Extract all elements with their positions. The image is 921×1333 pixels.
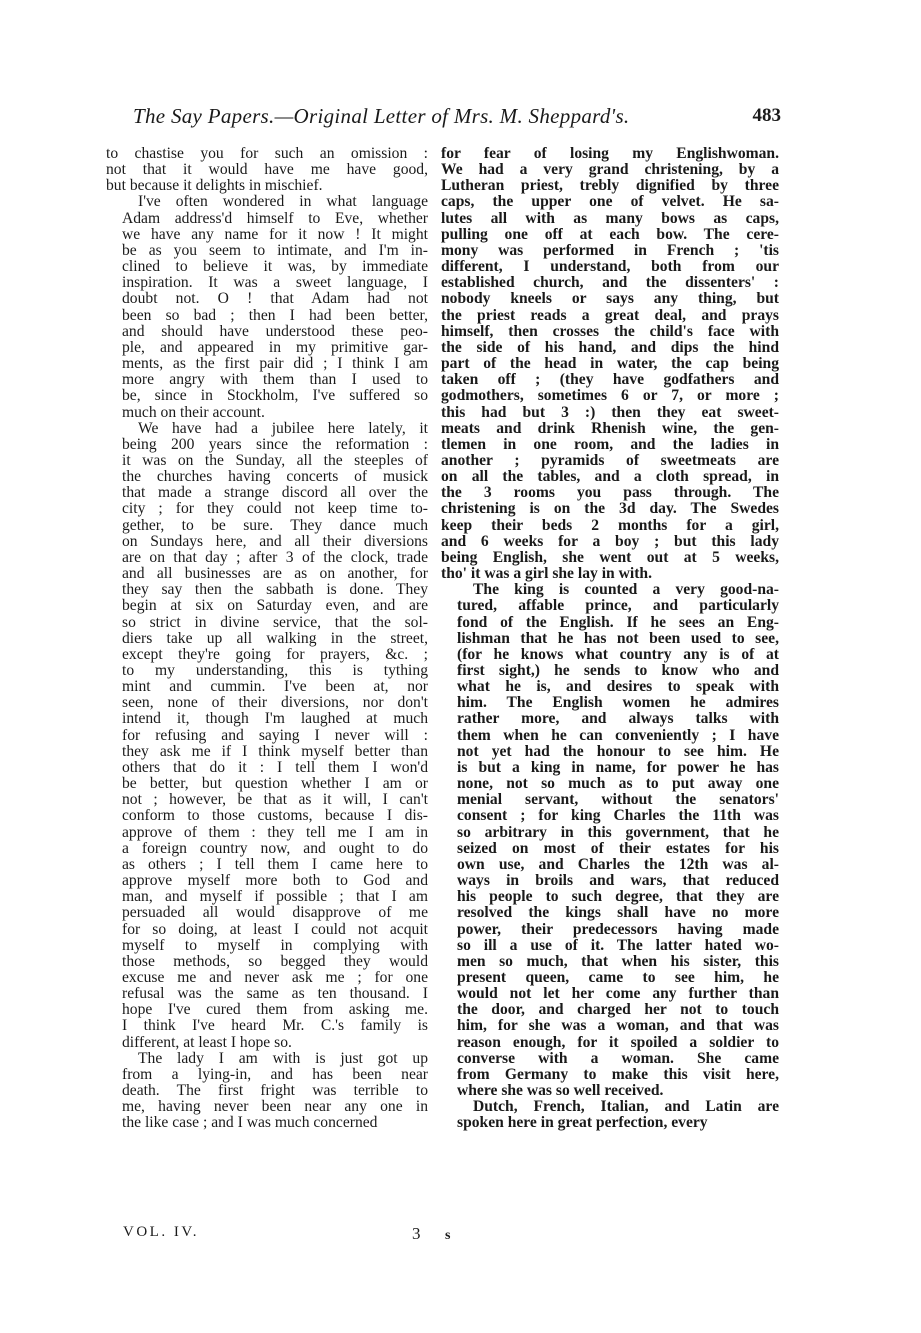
paragraph [106,146,428,194]
text-line: approve myself more both to God and [122,872,428,890]
text-line: for so doing, at least I could not acquit [122,920,428,938]
text-line: first sight,) he sends to know who and [457,662,779,679]
text-line: a foreign country now, and ought to do [122,839,428,857]
paragraph [441,1099,779,1131]
text-line: lutes all with as many bows as caps, [441,209,779,227]
text-line: Lutheran priest, trebly dignified by three [441,177,779,195]
signature-number: 3 [412,1224,421,1243]
paragraph [441,146,779,582]
text-line: taken off ; (they have godfathers and [441,371,779,389]
text-line: another ; pyramids of sweetmeats are [441,451,779,469]
left-column [106,146,428,1132]
text-line: is but a king in name, for power he has [457,758,779,776]
text-line: rather more, and always talks with [457,710,779,728]
text-line: ments, as the first pair did ; I think I am [122,355,428,373]
text-line: intend it, though I'm laughed at much [122,710,428,728]
text-line: and all businesses are as on another, for [122,565,428,583]
text-line: We have had a jubilee here lately, it [138,419,428,437]
text-line: except they're going for prayers, &c. ; [122,645,428,663]
text-line: keep their beds 2 months for a girl, [441,516,779,534]
text-line: on Sundays here, and all their diversions [122,532,428,550]
text-line: refusal was the same as ten thousand. I [122,985,428,1003]
text-line: others that do it : I tell them I won'd [122,758,428,776]
text-line: spoken here in great perfection, every [457,1114,708,1132]
text-line: would not let her come any further than [457,985,779,1003]
text-line: persuaded all would disapprove of me [122,904,428,922]
text-line: diers take up all walking in the street, [122,629,428,647]
text-line: the churches having concerts of musick [122,468,428,486]
text-line: the priest reads a great deal, and prays [441,306,779,324]
text-line: converse with a woman. She came [457,1049,779,1067]
text-line: be better, but question whether I am or [122,775,428,793]
text-line: men so much, that when his sister, this [457,952,779,970]
text-line: the like case ; and I was much concerned [122,1114,378,1132]
text-line: nobody kneels or says any thing, but [441,290,779,308]
text-line: that made a strange discord all over the [122,484,428,502]
text-line: not ; however, be that as it will, I can't [122,791,428,809]
text-line: different, I understand, both from our [441,258,779,276]
text-line: but because it delights in mischief. [106,177,323,195]
text-line: tho' it was a girl she lay in with. [441,565,652,583]
text-line: been so bad ; then I had been better, [122,306,428,324]
text-line: this had but 3 :) then they eat sweet- [441,403,779,421]
text-line: as others ; I tell them I came here to [122,855,428,873]
text-line: for refusing and saying I never will : [122,726,428,744]
text-line: menial servant, without the senators' [457,791,779,809]
text-line: pulling one off at each bow. The cere- [441,225,779,243]
text-line: me, having never been near any one in [122,1098,428,1116]
text-line: resolved the kings shall have no more [457,904,779,922]
catchword: s [445,1228,451,1243]
text-line: those methods, so begged they would [122,952,428,970]
text-line: and should have understood these peo- [122,322,428,340]
text-line: different, at least I hope so. [122,1033,292,1051]
text-line: part of the head in water, the cap being [441,355,779,373]
text-line: godmothers, sometimes 6 or 7, or more ; [441,387,779,405]
text-line: (for he knows what country any is of at [457,645,779,663]
text-line: I think I've heard Mr. C.'s family is [122,1017,428,1035]
paragraph [106,1051,428,1132]
text-line: christening is on the 3d day. The Swedes [441,500,779,518]
text-line: lishman that he has not been used to see, [457,629,779,647]
text-line: begin at six on Saturday even, and are [122,597,428,615]
text-line: hope I've cured them from asking me. [122,1001,428,1019]
text-line: the side of his hand, and dips the hind [441,338,779,356]
text-line: them when he can conveniently ; I have [457,726,779,744]
text-line: being English, she went out at 5 weeks, [441,548,779,566]
printer-signature: VOL. IV. [123,1224,199,1240]
running-title: The Say Papers.—Original Letter of Mrs. M. Sheppard's. [133,104,630,128]
text-line: We had a very grand christening, by a [441,161,779,179]
text-line: approve of them : they tell me I am in [122,823,428,841]
text-line: The king is counted a very good-na- [473,581,779,599]
text-line: power, their predecessors having made [457,920,779,938]
page-number: 483 [752,105,781,126]
text-line: established church, and the dissenters' : [441,274,779,292]
text-line: to chastise you for such an omission : [106,145,428,162]
text-line: consent ; for king Charles the 11th was [457,807,779,825]
text-line: I've often wondered in what language [138,193,428,211]
text-line: be as you seem to intimate, and I'm in- [122,241,428,259]
text-line: not that it would have me have good, [106,161,428,179]
text-line: ways in broils and wars, that reduced [457,872,779,890]
text-line: present queen, came to see him, he [457,968,779,986]
text-line: what he is, and desires to speak with [457,678,779,696]
text-line: his people to such degree, that they are [457,888,779,906]
paragraph [441,582,779,1099]
text-line: gether, to be sure. They dance much [122,516,428,534]
paragraph [106,194,428,420]
text-line: they ask me if I think myself better than [122,742,428,760]
text-line: doubt not. O ! that Adam had not [122,290,428,308]
text-line: be, since in Stockholm, I've suffered so [122,387,428,405]
right-column [441,146,779,1132]
text-line: conform to those customs, because I dis- [122,807,428,825]
text-line: none, not so much as to put away one [457,775,779,793]
text-line: it was on the Sunday, all the steeples of [122,451,428,469]
text-line: inspiration. It was a sweet language, I [122,274,428,292]
text-line: not yet had the honour to see him. He [457,742,779,760]
text-line: being 200 years since the reformation : [122,435,428,453]
text-line: on all the tables, and a cloth spread, in [441,468,779,486]
text-line: fond of the English. If he sees an Eng- [457,613,779,631]
text-line: mony was performed in French ; 'tis [441,241,779,259]
text-line: him. The English women he admires [457,694,779,712]
text-line: city ; for they could not keep time to- [122,500,428,518]
text-line: from a lying-in, and has been near [122,1065,428,1083]
text-line: caps, the upper one of velvet. He sa- [441,193,779,211]
text-line: are on that day ; after 3 of the clock, trade [122,548,428,566]
running-head [133,104,781,130]
text-line: meats and drink Rhenish wine, the gen- [441,419,779,437]
text-line: tlemen in one room, and the ladies in [441,435,779,453]
text-line: seen, none of their diversions, nor don't [122,694,428,712]
text-line: so arbitrary in this government, that he [457,823,779,841]
paragraph [106,421,428,1051]
text-line: ple, and appeared in my primitive gar- [122,338,428,356]
text-line: man, and myself if possible ; that I am [122,888,428,906]
text-line: own use, and Charles the 12th was al- [457,855,779,873]
text-line: to my understanding, this is tything [122,662,428,679]
text-line: tured, affable prince, and particularly [457,597,779,615]
text-line: Dutch, French, Italian, and Latin are [473,1098,779,1116]
text-line: Adam address'd himself to Eve, whether [122,209,428,227]
text-line: so ill a use of it. The latter hated wo- [457,936,779,954]
text-line: from Germany to make this visit here, [457,1065,779,1083]
text-line: myself to myself in complying with [122,936,428,954]
text-line: the door, and charged her not to touch [457,1001,779,1019]
text-line: for fear of losing my Englishwoman. [441,145,779,162]
text-line: The lady I am with is just got up [138,1049,428,1067]
text-line: much on their account. [122,403,265,421]
text-line: reason enough, for it spoiled a soldier to [457,1033,779,1051]
text-line: excuse me and never ask me ; for one [122,968,428,986]
text-line: himself, then crosses the child's face with [441,322,779,340]
text-line: the 3 rooms you pass through. The [441,484,779,502]
text-line: where she was so well received. [457,1082,664,1100]
text-line: death. The first fright was terrible to [122,1082,428,1100]
text-line: clined to believe it was, by immediate [122,258,428,276]
text-line: mint and cummin. I've been at, nor [122,678,428,696]
text-line: they say then the sabbath is done. They [122,581,428,599]
text-line: more angry with them than I used to [122,371,428,389]
text-line: so strict in divine service, that the sol- [122,613,428,631]
text-line: we have any name for it now ! It might [122,225,428,243]
text-line: seized on most of their estates for his [457,839,779,857]
text-line: him, for she was a woman, and that was [457,1017,779,1035]
text-line: and 6 weeks for a boy ; but this lady [441,532,779,550]
